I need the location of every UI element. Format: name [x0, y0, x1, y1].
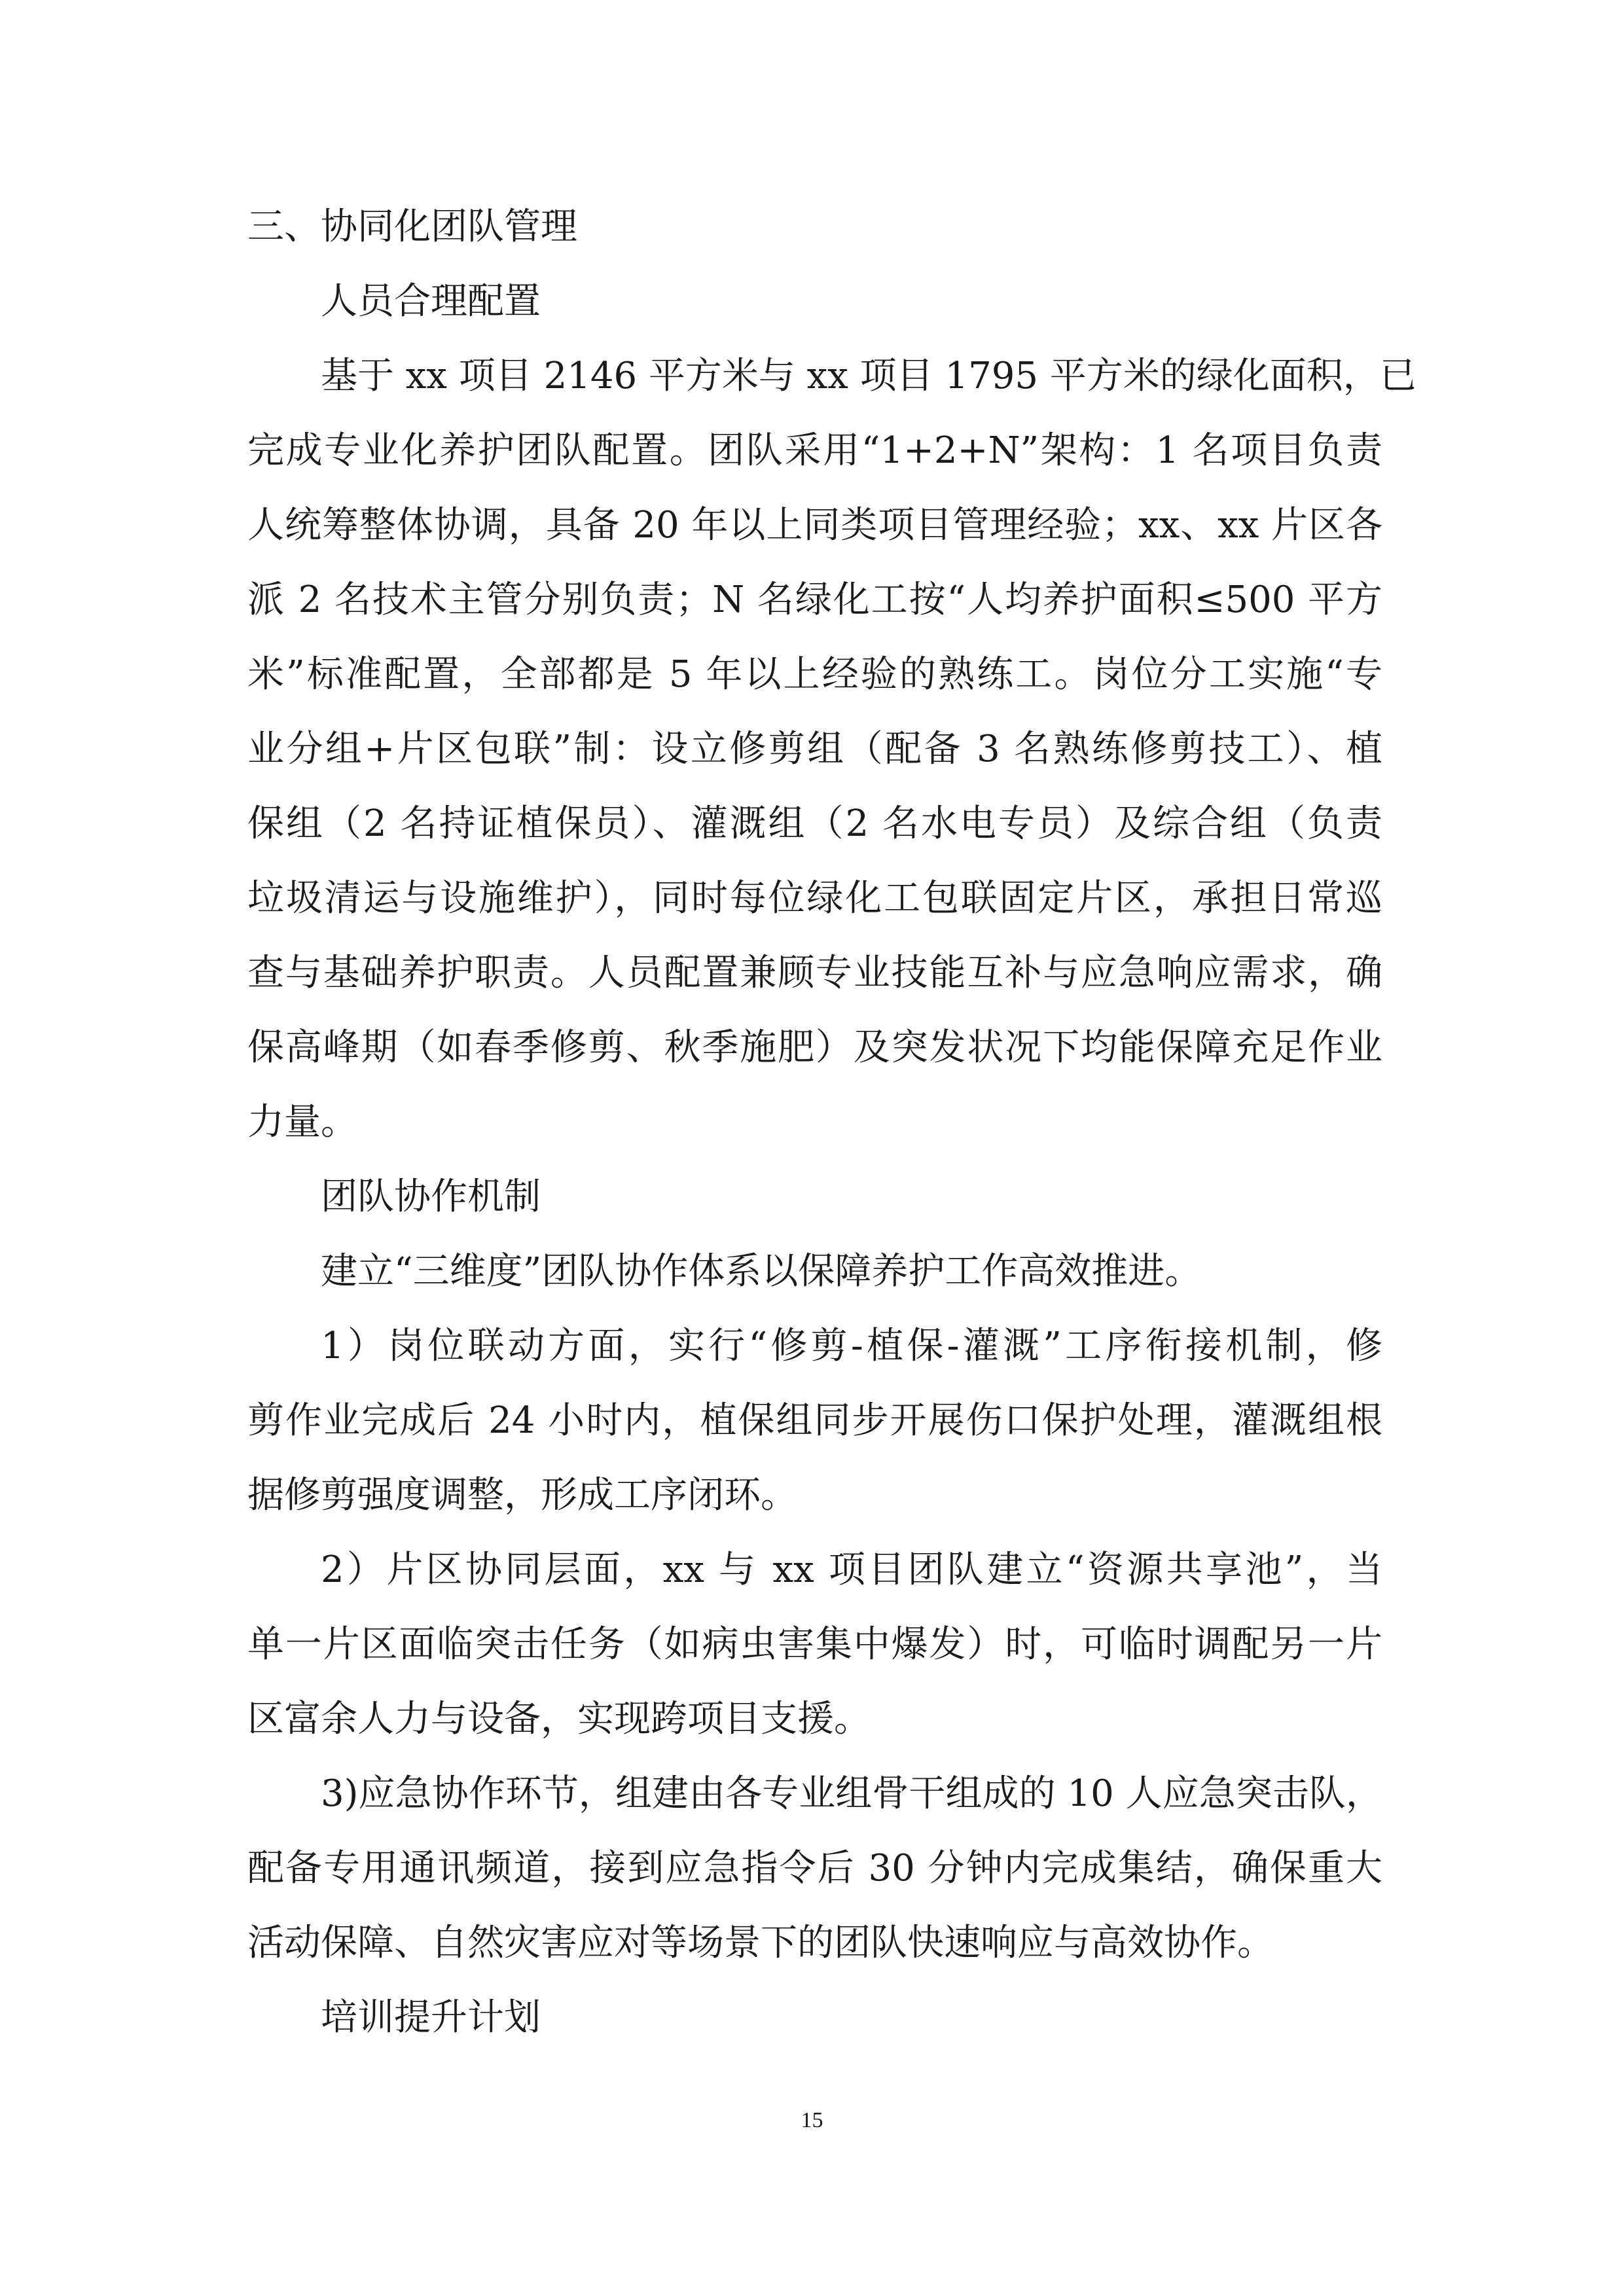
subheading-teamwork: 团队协作机制 — [321, 1175, 541, 1218]
paragraph-line: 保组（2 名持证植保员）、灌溉组（2 名水电专员）及综合组（负责 — [247, 802, 1382, 845]
paragraph-line: 垃圾清运与设施维护），同时每位绿化工包联固定片区，承担日常巡 — [247, 877, 1382, 920]
paragraph-line: 基于 xx 项目 2146 平方米与 xx 项目 1795 平方米的绿化面积，已 — [321, 355, 1416, 397]
paragraph-line: 1）岗位联动方面，实行“修剪-植保-灌溉”工序衔接机制，修 — [321, 1325, 1382, 1367]
subheading-staffing: 人员合理配置 — [321, 280, 541, 323]
paragraph-line: 查与基础养护职责。人员配置兼顾专业技能互补与应急响应需求，确 — [247, 952, 1382, 994]
paragraph-line: 剪作业完成后 24 小时内，植保组同步开展伤口保护处理，灌溉组根 — [247, 1399, 1382, 1442]
paragraph-line: 区富余人力与设备，实现跨项目支援。 — [247, 1698, 871, 1740]
paragraph-line: 据修剪强度调整，形成工序闭环。 — [247, 1474, 797, 1516]
page-number: 15 — [801, 2108, 823, 2132]
paragraph-line: 保高峰期（如春季修剪、秋季施肥）及突发状况下均能保障充足作业 — [247, 1026, 1382, 1069]
paragraph-line: 2）片区协同层面，xx 与 xx 项目团队建立“资源共享池”，当 — [321, 1549, 1382, 1591]
section-heading: 三、协同化团队管理 — [247, 206, 577, 248]
subheading-training: 培训提升计划 — [321, 1996, 541, 2039]
paragraph-line: 配备专用通讯频道，接到应急指令后 30 分钟内完成集结，确保重大 — [247, 1847, 1382, 1890]
document-page — [247, 190, 1416, 2055]
paragraph-line: 力量。 — [247, 1101, 357, 1143]
paragraph-line: 3)应急协作环节，组建由各专业组骨干组成的 10 人应急突击队， — [321, 1772, 1382, 1815]
paragraph-line: 米”标准配置，全部都是 5 年以上经验的熟练工。岗位分工实施“专 — [247, 653, 1382, 696]
paragraph-line: 业分组+片区包联”制：设立修剪组（配备 3 名熟练修剪技工）、植 — [247, 728, 1382, 770]
paragraph-line: 人统筹整体协调，具备 20 年以上同类项目管理经验；xx、xx 片区各 — [247, 504, 1382, 547]
paragraph-line: 活动保障、自然灾害应对等场景下的团队快速响应与高效协作。 — [247, 1922, 1274, 1964]
paragraph-line: 派 2 名技术主管分别负责；N 名绿化工按“人均养护面积≤500 平方 — [247, 579, 1382, 621]
paragraph-line: 单一片区面临突击任务（如病虫害集中爆发）时，可临时调配另一片 — [247, 1623, 1382, 1666]
paragraph-line: 建立“三维度”团队协作体系以保障养护工作高效推进。 — [321, 1250, 1202, 1293]
paragraph-line: 完成专业化养护团队配置。团队采用“1+2+N”架构：1 名项目负责 — [247, 429, 1382, 472]
